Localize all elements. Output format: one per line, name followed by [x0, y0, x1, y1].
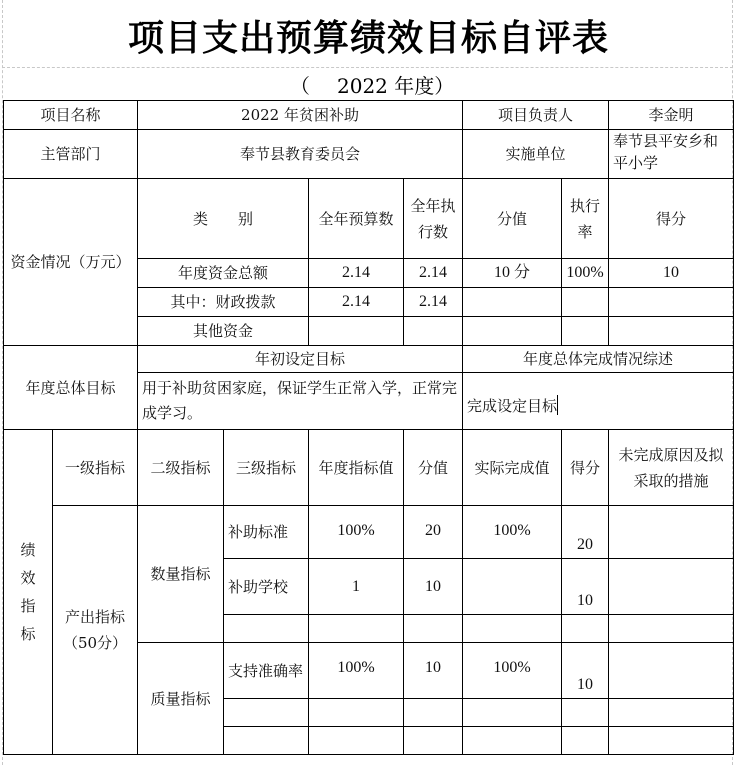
level3-item	[224, 699, 309, 727]
level3-item	[224, 727, 309, 755]
actual-value[interactable]: 100%	[463, 506, 562, 559]
perf-header-score-value: 分值	[404, 430, 463, 506]
funds-header-value: 分值	[463, 179, 562, 259]
funds-row-budget[interactable]	[309, 317, 404, 346]
score-value[interactable]	[404, 727, 463, 755]
actual-value[interactable]	[463, 559, 562, 615]
dept-value[interactable]: 奉节县教育委员会	[138, 130, 463, 179]
score-value[interactable]: 10	[404, 643, 463, 699]
actual-value[interactable]	[463, 615, 562, 643]
funds-header-rate: 执行率	[562, 179, 609, 259]
actual-value[interactable]	[463, 727, 562, 755]
score-cell[interactable]: 10	[562, 559, 609, 615]
evaluation-table	[3, 100, 734, 755]
reason-cell[interactable]	[609, 643, 734, 699]
level3-item	[224, 615, 309, 643]
perf-header-actual: 实际完成值	[463, 430, 562, 506]
score-cell[interactable]: 20	[562, 506, 609, 559]
perf-header-reason: 未完成原因及拟采取的措施	[609, 430, 734, 506]
year-label: 2022 年度）	[337, 74, 455, 98]
funds-row-score[interactable]	[609, 317, 734, 346]
page-title: 项目支出预算绩效目标自评表	[127, 18, 609, 59]
reason-cell[interactable]	[609, 699, 734, 727]
funds-row-name: 其他资金	[138, 317, 309, 346]
funds-row-budget[interactable]: 2.14	[309, 259, 404, 288]
funds-row-name: 其中：财政拨款	[138, 288, 309, 317]
annual-goal-label: 年度总体目标	[4, 346, 138, 430]
initial-goal-text[interactable]: 用于补助贫困家庭，保证学生正常入学，正常完成学习。	[138, 373, 463, 430]
project-leader-label: 项目负责人	[463, 101, 609, 130]
impl-unit-value[interactable]: 奉节县平安乡和平小学	[609, 130, 734, 179]
funds-header-score: 得分	[609, 179, 734, 259]
project-leader-value[interactable]: 李金明	[609, 101, 734, 130]
actual-value[interactable]: 100%	[463, 643, 562, 699]
funds-row-exec[interactable]	[404, 317, 463, 346]
score-cell[interactable]: 10	[562, 643, 609, 699]
annual-target[interactable]: 100%	[309, 643, 404, 699]
annual-target[interactable]	[309, 615, 404, 643]
annual-target[interactable]	[309, 727, 404, 755]
dept-label: 主管部门	[4, 130, 138, 179]
reason-cell[interactable]	[609, 506, 734, 559]
reason-cell[interactable]	[609, 727, 734, 755]
funds-row-rate[interactable]	[562, 288, 609, 317]
reason-cell[interactable]	[609, 615, 734, 643]
divider	[2, 67, 733, 68]
score-cell[interactable]	[562, 615, 609, 643]
text-cursor	[557, 395, 558, 415]
funds-row-value[interactable]	[463, 317, 562, 346]
funds-header-exec: 全年执行数	[404, 179, 463, 259]
reason-cell[interactable]	[609, 559, 734, 615]
performance-label: 绩效指标	[4, 430, 53, 755]
completion-summary-text: 完成设定目标	[467, 397, 558, 415]
level1-output: 产出指标（50分）	[53, 506, 138, 755]
score-value[interactable]: 10	[404, 559, 463, 615]
funds-row-value[interactable]: 10 分	[463, 259, 562, 288]
level3-item: 支持准确率	[224, 643, 309, 699]
perf-header-level3: 三级指标	[224, 430, 309, 506]
score-cell[interactable]	[562, 699, 609, 727]
score-cell[interactable]	[562, 727, 609, 755]
funds-label: 资金情况（万元）	[4, 179, 138, 346]
completion-summary-header: 年度总体完成情况综述	[463, 346, 734, 373]
perf-header-level1: 一级指标	[53, 430, 138, 506]
funds-row-score[interactable]: 10	[609, 259, 734, 288]
annual-target[interactable]	[309, 699, 404, 727]
funds-row-exec[interactable]: 2.14	[404, 259, 463, 288]
level3-item: 补助标准	[224, 506, 309, 559]
perf-header-level2: 二级指标	[138, 430, 224, 506]
project-name-value[interactable]: 2022 年贫困补助	[138, 101, 463, 130]
funds-header-budget: 全年预算数	[309, 179, 404, 259]
perf-header-score: 得分	[562, 430, 609, 506]
perf-header-annual-value: 年度指标值	[309, 430, 404, 506]
initial-goal-header: 年初设定目标	[138, 346, 463, 373]
project-name-label: 项目名称	[4, 101, 138, 130]
annual-target[interactable]: 1	[309, 559, 404, 615]
annual-target[interactable]: 100%	[309, 506, 404, 559]
funds-row-budget[interactable]: 2.14	[309, 288, 404, 317]
level2-quantity: 数量指标	[138, 506, 224, 643]
completion-summary-cell[interactable]	[463, 373, 734, 430]
funds-row-rate[interactable]: 100%	[562, 259, 609, 288]
level3-item: 补助学校	[224, 559, 309, 615]
score-value[interactable]: 20	[404, 506, 463, 559]
year-open-paren: （	[290, 74, 310, 98]
score-value[interactable]	[404, 699, 463, 727]
funds-row-rate[interactable]	[562, 317, 609, 346]
funds-header-category: 类 别	[138, 179, 309, 259]
funds-row-value[interactable]	[463, 288, 562, 317]
funds-row-score[interactable]	[609, 288, 734, 317]
score-value[interactable]	[404, 615, 463, 643]
actual-value[interactable]	[463, 699, 562, 727]
level2-quality: 质量指标	[138, 643, 224, 755]
impl-unit-label: 实施单位	[463, 130, 609, 179]
funds-row-exec[interactable]: 2.14	[404, 288, 463, 317]
funds-row-name: 年度资金总额	[138, 259, 309, 288]
